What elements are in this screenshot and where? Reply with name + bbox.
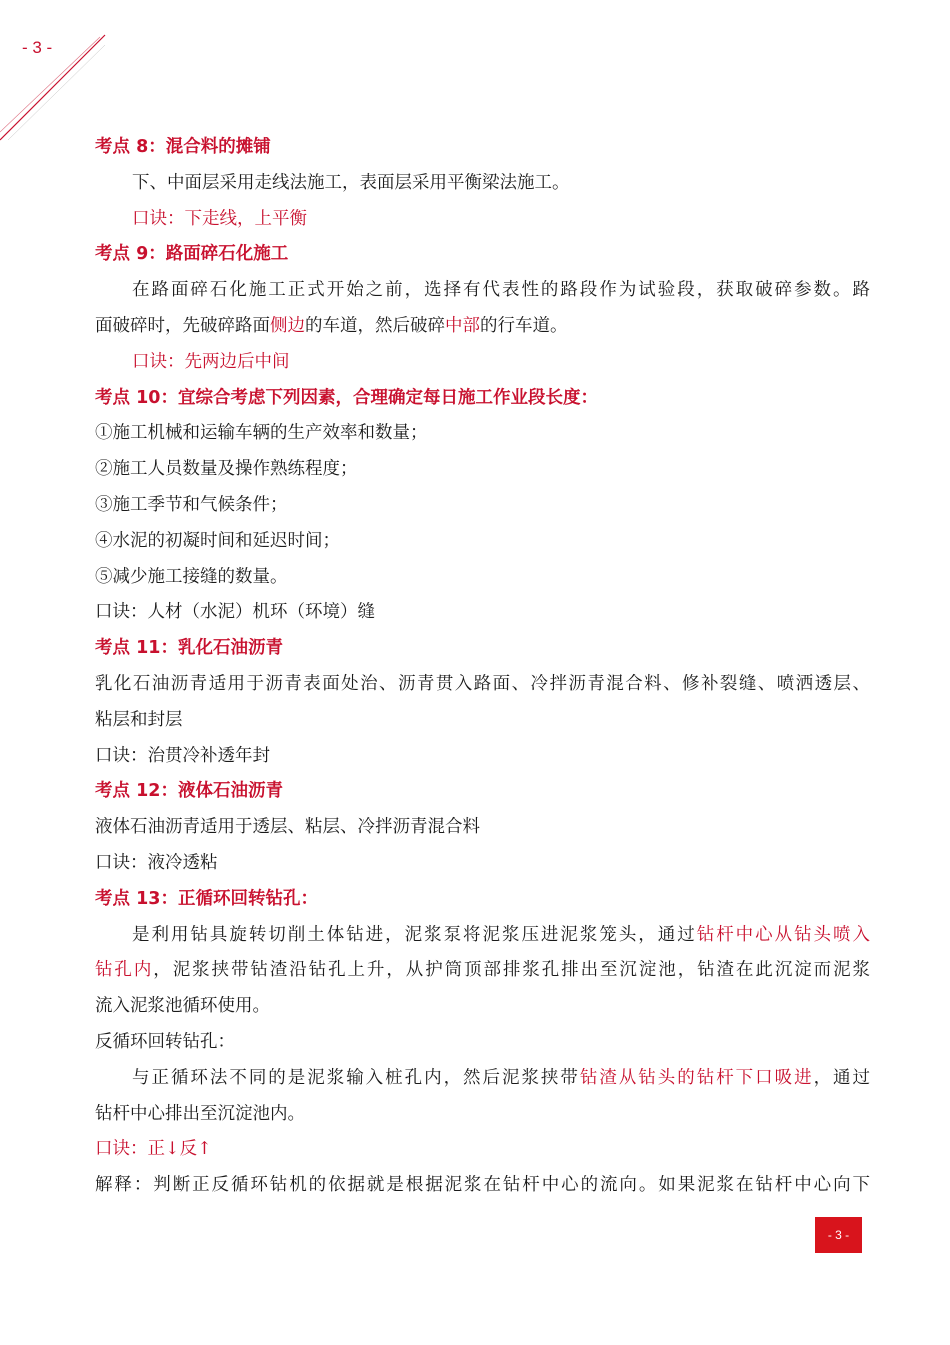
highlight-text: 钻渣从钻头的钻杆下口吸进 — [579, 1067, 814, 1088]
mnemonic: 口诀：先两边后中间 — [132, 351, 290, 372]
list-item: ⑤减少施工接缝的数量。 — [95, 566, 288, 587]
paragraph-line: 钻杆中心排出至沉淀池内。 — [95, 1103, 305, 1124]
highlight-text: 侧边 — [270, 315, 305, 336]
paragraph-line — [95, 918, 870, 954]
section-heading: 考点 11：乳化石油沥青 — [95, 638, 283, 659]
paragraph-line: 在路面碎石化施工正式开始之前，选择有代表性的路段作为试验段，获取破碎参数。路 — [132, 280, 870, 301]
paragraph-line: 粘层和封层 — [95, 709, 183, 730]
mnemonic: 口诀：正↓反↑ — [95, 1139, 212, 1160]
text-run: 的车道，然后破碎 — [305, 315, 445, 336]
mnemonic: 口诀：治贯冷补透年封 — [95, 745, 270, 766]
section-heading: 考点 8：混合料的摊铺 — [95, 137, 271, 157]
list-item: ②施工人员数量及操作熟练程度； — [95, 459, 358, 480]
paragraph: 下、中面层采用走线法施工，表面层采用平衡梁法施工。 — [132, 172, 570, 193]
paragraph: 液体石油沥青适用于透层、粘层、冷拌沥青混合料 — [95, 817, 480, 838]
highlight-text: 钻孔内 — [95, 960, 154, 981]
paragraph-line — [95, 1061, 870, 1097]
mnemonic: 口诀：下走线，上平衡 — [132, 208, 307, 229]
text-run: 面破碎时，先破碎路面 — [95, 315, 270, 336]
text-run: ，通过 — [813, 1067, 870, 1088]
paragraph-line: 乳化石油沥青适用于沥青表面处治、沥青贯入路面、冷拌沥青混合料、修补裂缝、喷洒透层、 — [95, 673, 870, 694]
text-run: 是利用钻具旋转切削土体钻进，泥浆泵将泥浆压进泥浆笼头，通过 — [132, 924, 697, 945]
section-heading: 考点 13：正循环回转钻孔： — [95, 888, 318, 909]
header-page-number: - 3 - — [22, 38, 53, 57]
mnemonic: 口诀：人材（水泥）机环（环境）缝 — [95, 602, 375, 623]
paragraph-line — [95, 309, 870, 345]
document-body — [95, 130, 870, 1204]
mnemonic: 口诀：液冷透粘 — [95, 852, 218, 873]
section-heading: 考点 12：液体石油沥青 — [95, 781, 283, 802]
list-item: ①施工机械和运输车辆的生产效率和数量； — [95, 423, 428, 444]
text-run: 的行车道。 — [480, 315, 568, 336]
paragraph-line: 解释：判断正反循环钻机的依据就是根据泥浆在钻杆中心的流向。如果泥浆在钻杆中心向下 — [95, 1175, 870, 1196]
footer-page-badge: - 3 - — [815, 1217, 862, 1253]
section-heading: 考点 9：路面碎石化施工 — [95, 244, 289, 265]
list-item: ④水泥的初凝时间和延迟时间； — [95, 530, 340, 551]
paragraph-line — [95, 953, 870, 989]
text-run: ，泥浆挟带钻渣沿钻孔上升，从护筒顶部排浆孔排出至沉淀池，钻渣在此沉淀而泥浆 — [153, 960, 870, 981]
highlight-text: 中部 — [445, 315, 480, 336]
list-item: ③施工季节和气候条件； — [95, 494, 288, 515]
highlight-text: 钻杆中心从钻头喷入 — [696, 924, 870, 945]
paragraph-line: 流入泥浆池循环使用。 — [95, 996, 270, 1017]
subheading: 反循环回转钻孔： — [95, 1031, 235, 1052]
corner-decoration — [0, 0, 120, 150]
text-run: 与正循环法不同的是泥浆输入桩孔内，然后泥浆挟带 — [132, 1067, 580, 1088]
section-heading: 考点 10：宜综合考虑下列因素，合理确定每日施工作业段长度： — [95, 387, 598, 408]
